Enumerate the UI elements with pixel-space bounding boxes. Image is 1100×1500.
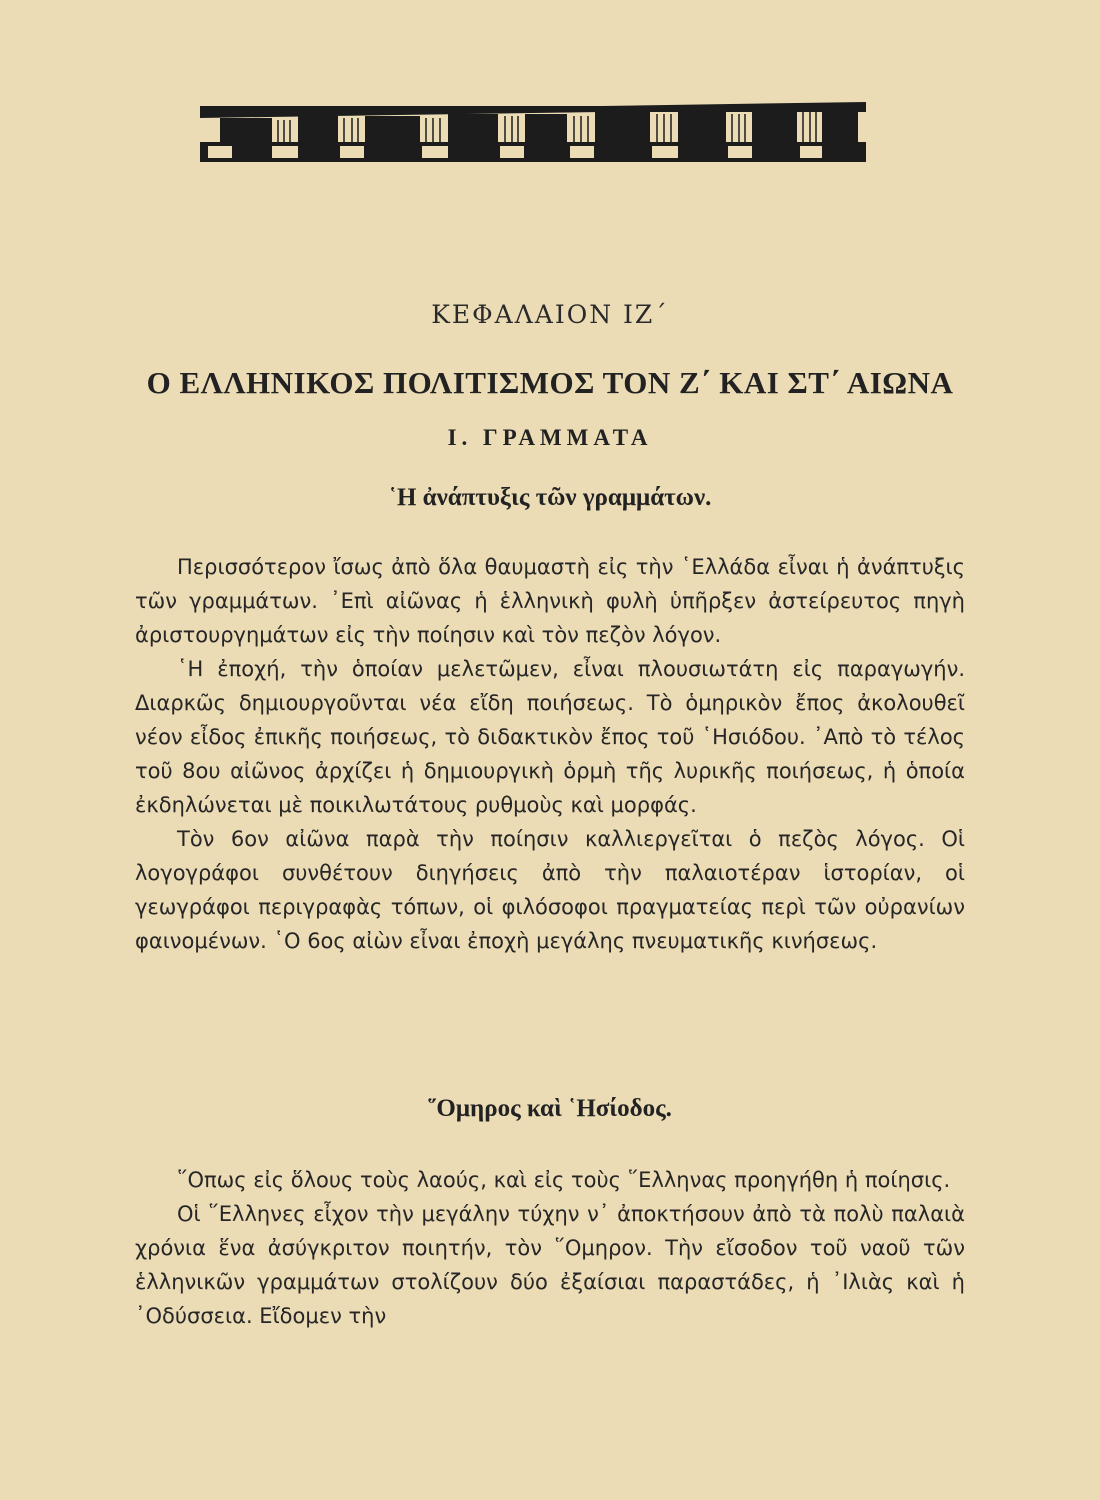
decorative-header-ornament: [200, 98, 866, 164]
paragraph: ῾Η ἐποχή, τὴν ὁποίαν μελετῶμεν, εἶναι πλουσιωτάτη εἰς παραγωγήν. Διαρκῶς δημιουργοῦνται νέα εἴδη ποιήσεως. Τὸ ὁμηρικὸν ἔπος ἀκολουθεῖ νέον εἶδος ἐπικῆς ποιήσεως, τὸ διδακτικὸν ἔπος τοῦ ῾Ησιόδου. ᾿Απὸ τὸ τέλος τοῦ 8ου αἰῶνος ἀρχίζει ἡ δημιουργικὴ ὁρμὴ τῆς λυρικῆς ποιήσεως, ἡ ὁποία ἐκδηλώνεται μὲ ποικιλωτάτους ρυθμοὺς καὶ μορφάς.: [135, 657, 965, 817]
subheading-homer-hesiod: ῞Ομηρος καὶ ῾Ησίοδος.: [428, 1095, 672, 1122]
text-block-development: [135, 550, 965, 958]
paragraph: Περισσότερον ἴσως ἀπὸ ὅλα θαυμαστὴ εἰς τὴν ῾Ελλάδα εἶναι ἡ ἀνάπτυξις τῶν γραμμάτων. ᾿Επὶ αἰῶνας ἡ ἑλληνικὴ φυλὴ ὑπῆρξεν ἀστείρευτος πηγὴ ἀριστουργημάτων εἰς τὴν ποίησιν καὶ τὸν πεζὸν λόγον.: [135, 555, 965, 647]
section-title: Ι. ΓΡΑΜΜΑΤΑ: [447, 425, 653, 450]
paragraph: Τὸν 6ον αἰῶνα παρὰ τὴν ποίησιν καλλιεργεῖται ὁ πεζὸς λόγος. Οἱ λογογράφοι συνθέτουν διηγήσεις ἀπὸ τὴν παλαιοτέραν ἱστορίαν, οἱ γεωγράφοι περιγραφὰς τόπων, οἱ φιλόσοφοι πραγματείας περὶ τῶν οὐρανίων φαινομένων. ῾Ο 6ος αἰὼν εἶναι ἐποχὴ μεγάλης πνευματικῆς κινήσεως.: [135, 827, 965, 953]
paragraph: Οἱ ῞Ελληνες εἶχον τὴν μεγάλην τύχην ν᾿ ἀποκτήσουν ἀπὸ τὰ πολὺ παλαιὰ χρόνια ἕνα ἀσύγκριτον ποιητήν, τὸν ῞Ομηρον. Τὴν εἴσοδον τοῦ ναοῦ τῶν ἑλληνικῶν γραμμάτων στολίζουν δύο ἐξαίσιαι παραστάδες, ἡ ᾿Ιλιὰς καὶ ἡ ᾿Οδύσσεια. Εἴδομεν τὴν: [135, 1202, 965, 1328]
paragraph: ῞Οπως εἰς ὅλους τοὺς λαούς, καὶ εἰς τοὺς ῞Ελληνας προηγήθη ἡ ποίησις.: [177, 1168, 951, 1192]
subheading-development-of-letters: ῾Η ἀνάπτυξις τῶν γραμμάτων.: [388, 484, 712, 511]
text-block-homer-hesiod: [135, 1163, 965, 1333]
chapter-label: ΚΕΦΑΛΑΙΟΝ ΙΖ΄: [431, 300, 669, 329]
chapter-title: Ο ΕΛΛΗΝΙΚΟΣ ΠΟΛΙΤΙΣΜΟΣ ΤΟΝ Ζ΄ ΚΑΙ ΣΤ΄ ΑΙΩΝΑ: [146, 365, 954, 400]
